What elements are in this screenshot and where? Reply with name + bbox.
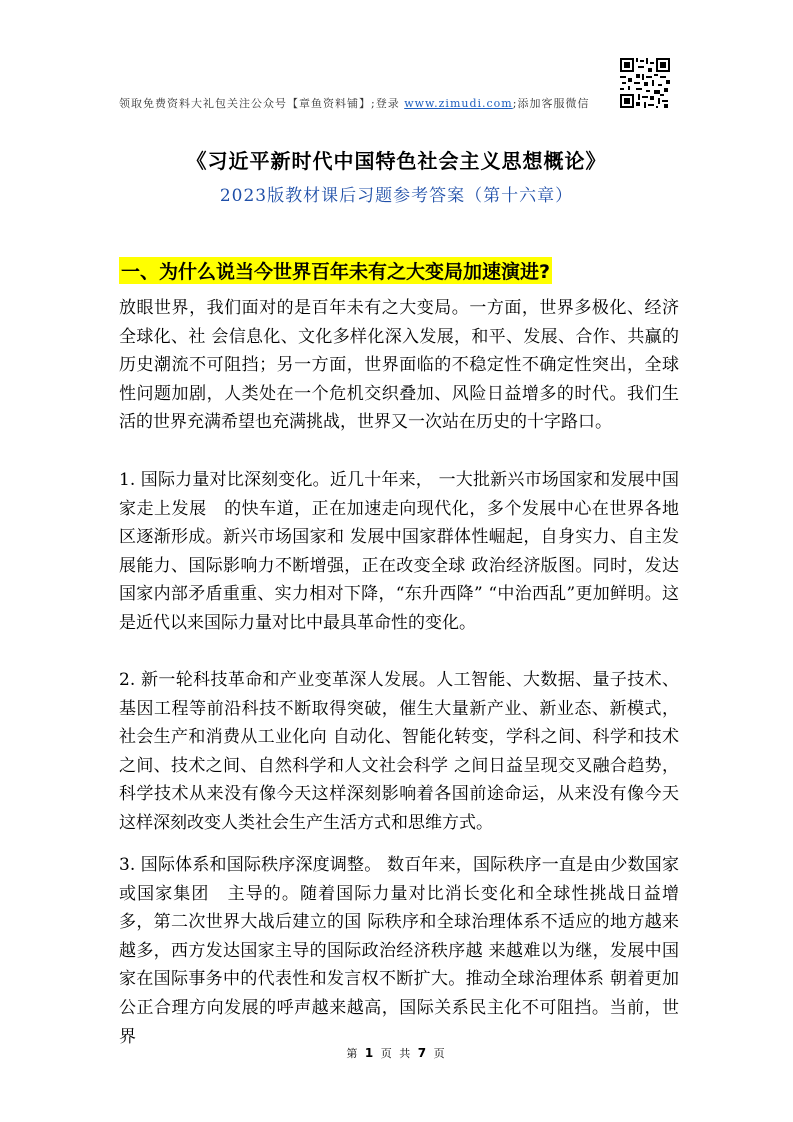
point-2-paragraph: 2. 新一轮科技革命和产业变革深人发展。人工智能、大数据、量子技术、基因工程等前沿科技不断取得突破，催生大量新产业、新业态、新模式，社会生产和消费从工业化向 自动化、智能化转变，学科之间、科学和技术之间、技术之间、自然科学和人文社会科学 之间日益呈现交叉融合趋势，科学技术从来没有像今天这样深刻影响着各国前途命运，从来没有像今天这样深刻改变人类社会生产生活方式和思维方式。 [119, 670, 679, 833]
point-1-paragraph: 1. 国际力量对比深刻变化。近几十年来， 一大批新兴市场国家和发展中国家走上发展 的快车道，正在加速走向现代化，多个发展中心在世界各地区逐渐形成。新兴市场国家和 发展中国家群体性崛起，自身实力、自主发展能力、国际影响力不断增强，正在改变全球 政治经济版图。同时，发达国家内部矛盾重重、实力相对下降，“东升西降” “中治西乱”更加鲜明。这是近代以来国际力量对比中最具革命性的变化。 [119, 470, 679, 633]
website-link[interactable]: www.zimudi.com [404, 97, 513, 110]
document-title: 《习近平新时代中国特色社会主义思想概论》 [186, 149, 607, 173]
footer-prefix: 第 [346, 1047, 360, 1060]
intro-paragraph: 放眼世界，我们面对的是百年未有之大变局。一方面，世界多极化、经济全球化、社 会信息化、文化多样化深入发展，和平、发展、合作、共赢的历史潮流不可阻挡；另一方面，世界面临的不稳定性不确定性突出，全球性问题加剧，人类处在一个危机交织叠加、风险日益增多的时代。我们生活的世界充满希望也充满挑战，世界又一次站在历史的十字路口。 [119, 298, 679, 433]
document-subtitle: 2023版教材课后习题参考答案（第十六章） [219, 186, 574, 206]
promo-text-tail: ;添加客服微信 [512, 97, 590, 110]
promo-text: 领取免费资料大礼包关注公众号【章鱼资料铺】;登录 [119, 97, 405, 110]
page-footer [0, 1045, 793, 1061]
question-heading: 一、为什么说当今世界百年未有之大变局加速演进? [119, 257, 552, 284]
footer-middle: 页 共 [380, 1047, 413, 1060]
promo-header [119, 95, 589, 111]
point-3-paragraph: 3. 国际体系和国际秩序深度调整。 数百年来，国际秩序一直是由少数国家或国家集团 主导的。随着国际力量对比消长变化和全球性挑战日益增多，第二次世界大战后建立的国 际秩序和全球治理体系不适应的地方越来越多，西方发达国家主导的国际政治经济秩序越 来越难以为继，发展中国家在国际事务中的代表性和发言权不断扩大。推动全球治理体系 朝着更加公正合理方向发展的呼声越来越高，国际关系民主化不可阻挡。当前，世界 [119, 855, 679, 1047]
qr-code-icon [620, 58, 670, 108]
footer-suffix: 页 [433, 1047, 447, 1060]
current-page-number: 1 [364, 1046, 376, 1060]
total-pages: 7 [417, 1046, 429, 1060]
